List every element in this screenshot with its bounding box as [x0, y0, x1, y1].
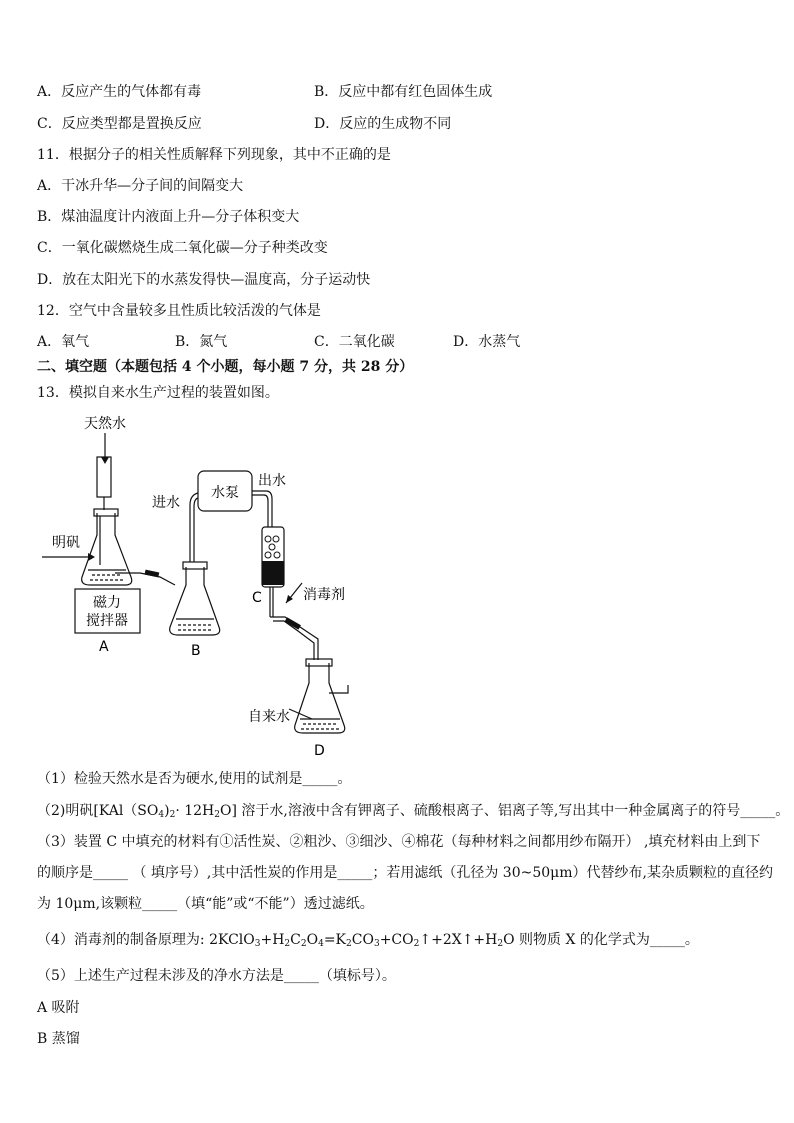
label-c: C	[252, 590, 262, 606]
q13-part4: （4）消毒剂的制备原理为: $2KClO_3+H_2C_2O_4=K_2CO_3+CO_2↑+2X↑+H_2O$ 则物质 X 的化学式为_____。	[37, 932, 699, 949]
q13-part1: （1）检验天然水是否为硬水,使用的试剂是_____。	[37, 771, 352, 787]
q13-part2: （2)明矾$[KAl(SO_4)_2\cdot 12H_2O]$ 溶于水,溶液中含有钾离子、硫酸根离子、铝离子等,写出其中一种金属离子的符号_____。	[37, 803, 790, 820]
label-disinfectant: 消毒剂	[303, 587, 345, 603]
q11-option-a: A．干冰升华—分子间的间隔变大	[37, 178, 244, 194]
label-b: B	[191, 643, 201, 659]
q13-stem: 13．模拟自来水生产过程的装置如图。	[37, 385, 279, 401]
label-water-out: 出水	[258, 473, 286, 489]
q13-part3-line2: 的顺序是_____ （ 填序号）,其中活性炭的作用是_____；若用滤纸（孔径为 30~50μm）代替纱布,某杂质颗粒的直径约	[37, 865, 773, 881]
section-heading: 二、填空题（本题包括 4 个小题，每小题 7 分，共 28 分）	[37, 359, 414, 375]
q11-option-b: B．煤油温度计内液面上升—分子体积变大	[37, 209, 300, 225]
q12-option-c: C．二氧化碳	[314, 334, 395, 350]
q13-option-b: B 蒸馏	[37, 1031, 80, 1047]
q10-option-d: D．反应的生成物不同	[314, 116, 452, 132]
q12-stem: 12．空气中含量较多且性质比较活泼的气体是	[37, 303, 321, 319]
label-alum: 明矾	[52, 535, 80, 551]
q13-part3-line3: 为 10μm,该颗粒_____（填“能”或“不能”）透过滤纸。	[37, 896, 374, 912]
q12-option-a: A．氧气	[37, 334, 90, 350]
q12-option-b: B．氮气	[175, 334, 228, 350]
label-water-in: 进水	[152, 495, 180, 511]
q13-part5: （5）上述生产过程未涉及的净水方法是_____（填标号）。	[37, 968, 396, 984]
label-tap-water: 自来水	[248, 709, 290, 725]
label-pump: 水泵	[211, 485, 239, 501]
q10-option-c: C．反应类型都是置换反应	[37, 116, 202, 132]
water-treatment-diagram	[0, 405, 794, 765]
q10-option-b: B．反应中都有红色固体生成	[314, 84, 493, 100]
q11-option-d: D．放在太阳光下的水蒸发得快—温度高，分子运动快	[37, 272, 371, 288]
q11-stem: 11．根据分子的相关性质解释下列现象，其中不正确的是	[37, 147, 391, 163]
label-a: A	[99, 639, 109, 655]
q10-option-a: A．反应产生的气体都有毒	[37, 84, 202, 100]
label-natural-water: 天然水	[84, 416, 126, 432]
q13-part3-line1: （3）装置 C 中填充的材料有①活性炭、②粗沙、③细沙、④棉花（每种材料之间都用纱布隔开） ,填充材料由上到下	[37, 834, 761, 850]
q12-option-d: D．水蒸气	[453, 334, 521, 350]
label-stirrer-2: 搅拌器	[86, 613, 128, 629]
label-d: D	[314, 743, 325, 759]
q13-option-a: A 吸附	[37, 1000, 80, 1016]
label-stirrer-1: 磁力	[93, 595, 121, 611]
q11-option-c: C．一氧化碳燃烧生成二氧化碳—分子种类改变	[37, 240, 328, 256]
filter-layer-icon	[262, 561, 284, 585]
